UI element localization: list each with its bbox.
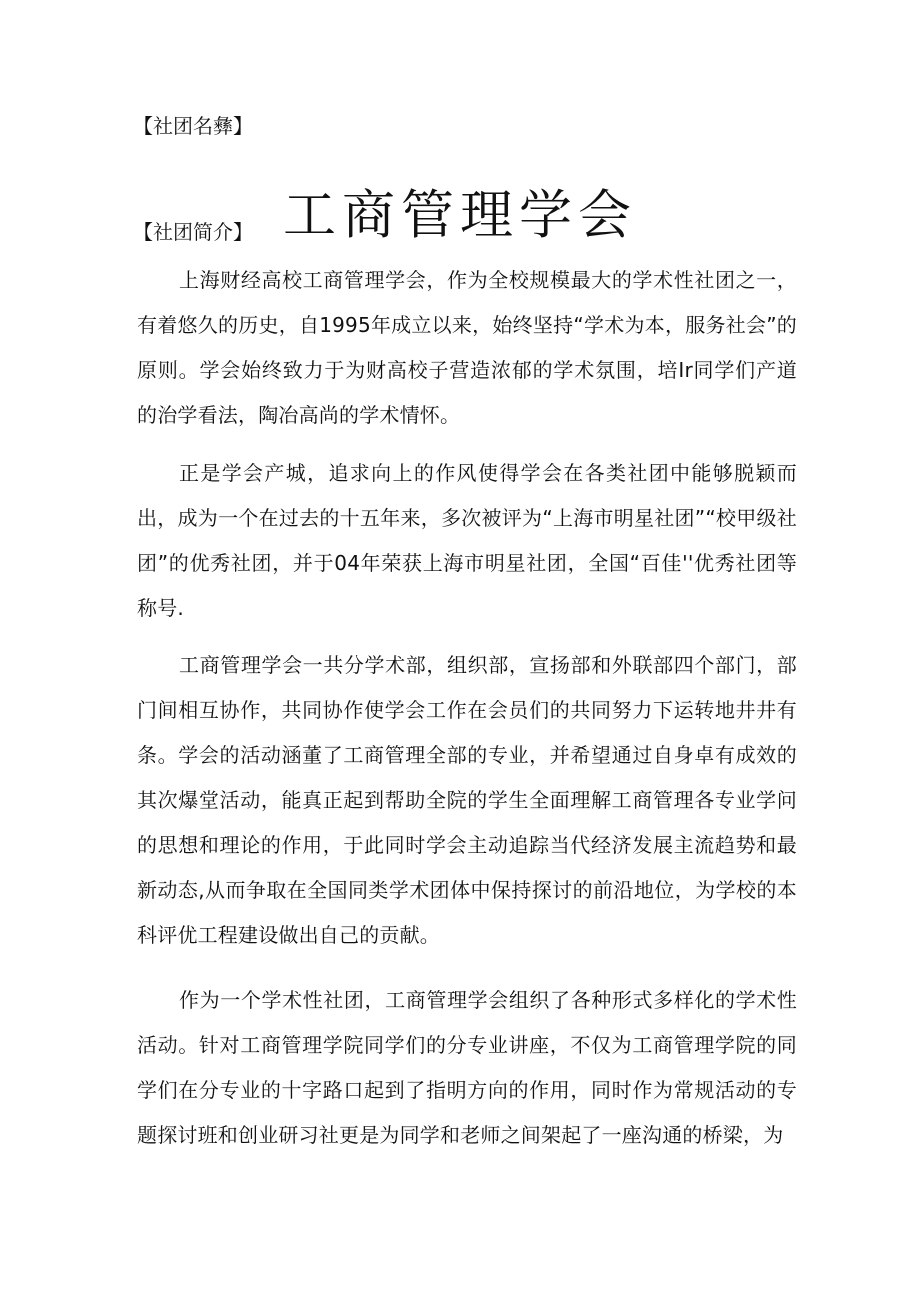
paragraph: 正是学会产城，追求向上的作风使得学会在各类社团中能够脱颖而出，成为一个在过去的十五年来，多次被评为“上海市明星社团”“校甲级社团”的优秀社团，并于04年荣获上海市明星社团，全国“百佳''优秀社团等称号. bbox=[137, 461, 797, 620]
paragraph: 上海财经高校工商管理学会，作为全校规模最大的学术性社团之一，有着悠久的历史，自1995年成立以来，始终坚持“学术为本，服务社会”的原则。学会始终致力于为财高校子营造浓郁的学术氛围，培Ir同学们产道的治学看法，陶冶高尚的学术情怀。 bbox=[137, 268, 797, 427]
section-label-club-intro: 【社团简介】 bbox=[133, 220, 253, 244]
section-label-club-name: 【社团名彝】 bbox=[133, 114, 253, 138]
paragraph: 作为一个学术性社团，工商管理学会组织了各种形式多样化的学术性活动。针对工商管理学院同学们的分专业讲座，不仅为工商管理学院的同学们在分专业的十字路口起到了指明方向的作用，同时作为常规活动的专题探讨班和创业研习社更是为同学和老师之间架起了一座沟通的桥梁，为 bbox=[137, 988, 797, 1147]
paragraph: 工商管理学会一共分学术部，组织部，宣扬部和外联部四个部门，部门间相互协作，共同协作使学会工作在会员们的共同努力下运转地井井有条。学会的活动涵董了工商管理全部的专业，并希望通过自身卓有成效的其次爆堂活动，能真正起到帮助全院的学生全面理解工商管理各专业学问的思想和理论的作用，于此同时学会主动追踪当代经济发展主流趋势和最新动态,从而争取在全国同类学术团体中保持探讨的前沿地位，为学校的本科评优工程建设做出自己的贡献。 bbox=[137, 653, 797, 947]
page-title: 工商管理学会 bbox=[283, 184, 637, 246]
